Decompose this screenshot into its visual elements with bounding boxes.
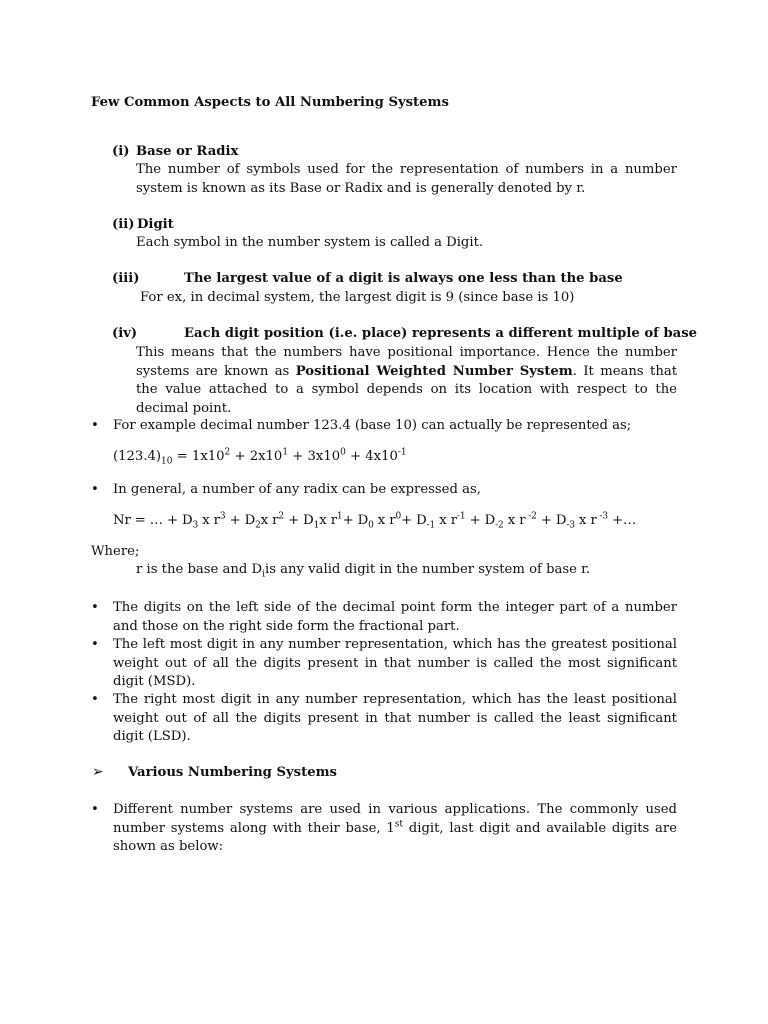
arrow-bullet-icon: ➢ <box>92 764 104 780</box>
bullet-marker: • <box>91 692 99 707</box>
section-iv-title: Each digit position (i.e. place) represents a different multiple of base <box>184 326 698 341</box>
bullet-marker: • <box>91 637 99 652</box>
section-iii-body: For ex, in decimal system, the largest digit is 9 (since base is 10) <box>140 290 575 305</box>
where-body: r is the base and $D_iis$ any valid digit in the number system of base r. <box>136 562 591 580</box>
page-heading: Few Common Aspects to All Numbering Systems <box>91 95 449 110</box>
general-formula: Nr = … + $D_3$ x $r^3 + D_2x$ $r^2 + D_1x$ $r^1+ D_0$ x $r^0+ D_{-1}$ x $r^{-1} + D_{-2}$ x r $^{-2} + D_{-3}$ x r $^{-3}$ +… <box>113 511 637 531</box>
bullet-marker: • <box>91 802 99 817</box>
list-item: The right most digit in any number representation, which has the least positional weight out of all the digits present in that number is called the least significant digit (LSD). <box>113 692 677 744</box>
where-label: Where; <box>91 544 140 559</box>
section-iv-number: (iv) <box>112 326 138 341</box>
section-i-body: The number of symbols used for the representation of numbers in a number system is known as its Base or Radix and is generally denoted by r. <box>136 162 677 196</box>
section-ii-number: (ii) <box>112 217 135 232</box>
list-item: The left most digit in any number representation, which has the greatest positional weight out of all the digits present in that number is called the most significant digit (MSD). <box>113 637 677 689</box>
section-iv-body: This means that the numbers have positional importance. Hence the number systems are known as Positional Weighted Number System. It means that the value attached to a symbol depends on its location with respect to the decimal point. <box>136 345 678 416</box>
list-item: The digits on the left side of the decimal point form the integer part of a number and those on the right side form the fractional part. <box>113 600 677 634</box>
section-iii-title: The largest value of a digit is always one less than the base <box>184 271 623 286</box>
bullet-marker: • <box>91 600 99 615</box>
section-heading-various: Various Numbering Systems <box>128 765 337 780</box>
bullet-marker: • <box>91 482 99 497</box>
section-ii-title: Digit <box>137 217 174 232</box>
bullet-marker: • <box>91 418 99 433</box>
section-ii-body: Each symbol in the number system is called a Digit. <box>136 235 484 250</box>
section-i-title: Base or Radix <box>136 144 239 159</box>
general-intro: In general, a number of any radix can be expressed as, <box>113 482 481 497</box>
section-i-number: (i) <box>112 144 130 159</box>
list-item: Different number systems are used in various applications. The commonly used number systems along with their base, 1st digit, last digit and available digits are shown as below: <box>113 802 677 854</box>
section-iii-number: (iii) <box>112 271 140 286</box>
positional-weighted-term: Positional Weighted Number System <box>295 363 573 379</box>
example-intro: For example decimal number 123.4 (base 10) can actually be represented as; <box>113 418 632 433</box>
example-equation: $(123.4)_{10} = 1x10^2 + 2x10^1 + 3x10^0 + 4x10^{-1}$ <box>113 447 407 467</box>
